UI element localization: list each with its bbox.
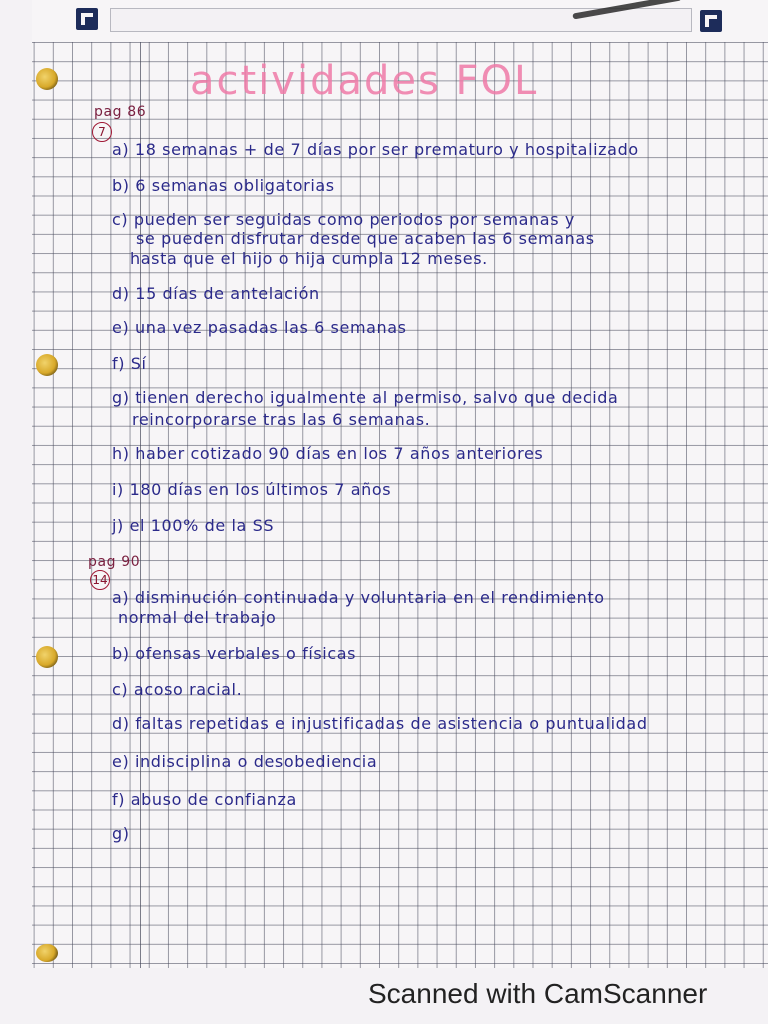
answer-line: c) pueden ser seguidas como periodos por semanas y bbox=[112, 210, 575, 229]
answer-line: a) disminución continuada y voluntaria en el rendimiento bbox=[112, 588, 605, 607]
answer-line: se pueden disfrutar desde que acaben las 6 semanas bbox=[136, 229, 595, 248]
answer-line: e) indisciplina o desobediencia bbox=[112, 752, 378, 771]
answer-line: f) abuso de confianza bbox=[112, 790, 297, 809]
binder-hole-icon bbox=[36, 646, 58, 668]
binder-hole-icon bbox=[36, 354, 58, 376]
answer-line: hasta que el hijo o hija cumpla 12 meses. bbox=[130, 249, 488, 268]
answer-line: f) Sí bbox=[112, 354, 147, 373]
exercise-number: 7 bbox=[92, 122, 112, 142]
answer-line: b) ofensas verbales o físicas bbox=[112, 644, 357, 663]
page-reference: pag 86 bbox=[94, 104, 147, 120]
exercise-number: 14 bbox=[90, 570, 110, 590]
answer-line: a) 18 semanas + de 7 días por ser prematuro y hospitalizado bbox=[112, 140, 639, 159]
scanner-watermark: Scanned with CamScanner bbox=[368, 978, 708, 1009]
answer-line: c) acoso racial. bbox=[112, 680, 243, 699]
answer-line: j) el 100% de la SS bbox=[112, 516, 275, 535]
answer-line: reincorporarse tras las 6 semanas. bbox=[132, 410, 431, 429]
page-title: actividades FOL bbox=[190, 58, 539, 104]
binder-hole-icon bbox=[36, 944, 58, 962]
answer-line: d) faltas repetidas e injustificadas de asistencia o puntualidad bbox=[112, 714, 648, 733]
corner-marker-icon bbox=[700, 10, 722, 32]
answer-line: e) una vez pasadas las 6 semanas bbox=[112, 318, 407, 337]
answer-line: g) bbox=[112, 824, 130, 843]
corner-marker-icon bbox=[76, 8, 98, 30]
binder-hole-icon bbox=[36, 68, 58, 90]
notebook-page bbox=[32, 0, 768, 968]
answer-line: h) haber cotizado 90 días en los 7 años anteriores bbox=[112, 444, 544, 463]
answer-line: normal del trabajo bbox=[118, 608, 277, 627]
answer-line: b) 6 semanas obligatorias bbox=[112, 176, 335, 195]
answer-line: d) 15 días de antelación bbox=[112, 284, 320, 303]
answer-line: i) 180 días en los últimos 7 años bbox=[112, 480, 392, 499]
answer-line: g) tienen derecho igualmente al permiso, salvo que decida bbox=[112, 388, 619, 407]
page-reference: pag 90 bbox=[88, 554, 141, 570]
